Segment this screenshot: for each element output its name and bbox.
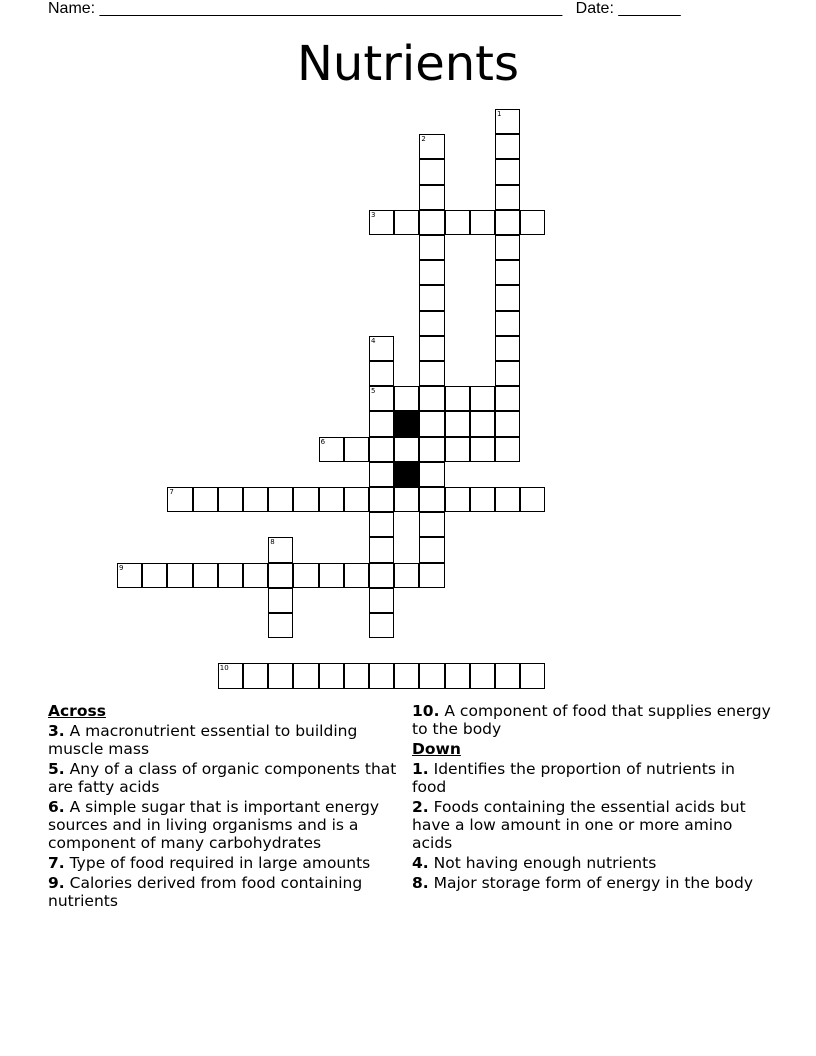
page-title: Nutrients <box>297 36 519 92</box>
grid-cell[interactable] <box>520 663 545 688</box>
grid-cell[interactable] <box>419 462 444 487</box>
grid-cell[interactable] <box>293 487 318 512</box>
grid-cell[interactable] <box>193 563 218 588</box>
grid-cell[interactable] <box>419 437 444 462</box>
grid-cell[interactable] <box>394 437 419 462</box>
clue-number: 2 <box>421 135 426 144</box>
grid-cell[interactable] <box>470 210 495 235</box>
grid-cell[interactable] <box>419 210 444 235</box>
grid-cell[interactable] <box>369 361 394 386</box>
clue-down-8: 8. Major storage form of energy in the body <box>412 874 754 892</box>
grid-cell[interactable] <box>369 411 394 436</box>
grid-cell[interactable] <box>344 487 369 512</box>
grid-cell[interactable] <box>369 336 394 361</box>
grid-cell[interactable] <box>243 663 268 688</box>
down-heading: Down <box>412 740 461 758</box>
grid-cell[interactable] <box>369 386 394 411</box>
grid-cell[interactable] <box>419 311 444 336</box>
grid-cell[interactable] <box>319 487 344 512</box>
name-label: Name: <box>48 0 96 17</box>
grid-cell[interactable] <box>369 588 394 613</box>
grid-cell[interactable] <box>419 411 444 436</box>
grid-cell[interactable] <box>520 487 545 512</box>
grid-cell[interactable] <box>445 663 470 688</box>
clue-number: 6 <box>320 437 326 446</box>
grid-cell[interactable] <box>218 663 243 688</box>
clue-across-10: 10. A component of food that supplies energy to the body <box>412 702 771 738</box>
grid-cell[interactable] <box>369 663 394 688</box>
grid-cell[interactable] <box>495 311 520 336</box>
grid-cell[interactable] <box>419 260 444 285</box>
grid-cell[interactable] <box>369 512 394 537</box>
grid-cell[interactable] <box>319 437 344 462</box>
grid-cell[interactable] <box>293 663 318 688</box>
clue-across-5: 5. Any of a class of organic components that are fatty acids <box>48 760 397 796</box>
grid-cell[interactable] <box>268 613 293 638</box>
grid-cell[interactable] <box>319 663 344 688</box>
clue-down-2: 2. Foods containing the essential acids but have a low amount in one or more amino acids <box>412 798 746 852</box>
grid-cell[interactable] <box>268 663 293 688</box>
grid-cell[interactable] <box>495 361 520 386</box>
grid-cell[interactable] <box>419 361 444 386</box>
grid-cell[interactable] <box>369 462 394 487</box>
grid-cell[interactable] <box>369 487 394 512</box>
black-cell <box>394 462 419 487</box>
grid-cell[interactable] <box>495 109 520 134</box>
grid-cell[interactable] <box>243 563 268 588</box>
clue-number: 5 <box>371 387 376 396</box>
clue-down-4: 4. Not having enough nutrients <box>412 854 657 872</box>
grid-cell[interactable] <box>419 537 444 562</box>
grid-cell[interactable] <box>495 487 520 512</box>
grid-cell[interactable] <box>243 487 268 512</box>
name-blank[interactable]: ____________________________________________________ <box>99 0 563 17</box>
grid-cell[interactable] <box>495 411 520 436</box>
clue-number: 9 <box>119 563 124 572</box>
clue-across-6: 6. A simple sugar that is important energy sources and in living organisms and is a component of many carbohydrates <box>48 798 380 852</box>
grid-cell[interactable] <box>167 563 192 588</box>
grid-cell[interactable] <box>369 437 394 462</box>
grid-cell[interactable] <box>470 437 495 462</box>
grid-cell[interactable] <box>495 437 520 462</box>
clue-number: 10 <box>219 664 229 673</box>
across-heading: Across <box>48 702 106 720</box>
grid-cell[interactable] <box>495 285 520 310</box>
grid-cell[interactable] <box>419 386 444 411</box>
clue-across-7: 7. Type of food required in large amounts <box>48 854 371 872</box>
grid-cell[interactable] <box>344 663 369 688</box>
grid-cell[interactable] <box>445 437 470 462</box>
grid-cell[interactable] <box>419 663 444 688</box>
grid-cell[interactable] <box>445 210 470 235</box>
grid-cell[interactable] <box>293 563 318 588</box>
grid-cell[interactable] <box>394 487 419 512</box>
clue-across-3: 3. A macronutrient essential to building muscle mass <box>48 722 358 758</box>
grid-cell[interactable] <box>419 235 444 260</box>
grid-cell[interactable] <box>419 134 444 159</box>
grid-cell[interactable] <box>470 487 495 512</box>
grid-cell[interactable] <box>419 512 444 537</box>
grid-cell[interactable] <box>344 437 369 462</box>
grid-cell[interactable] <box>419 563 444 588</box>
clue-across-9: 9. Calories derived from food containing nutrients <box>48 874 363 910</box>
grid-cell[interactable] <box>268 588 293 613</box>
grid-cell[interactable] <box>419 185 444 210</box>
grid-cell[interactable] <box>394 663 419 688</box>
grid-cell[interactable] <box>394 386 419 411</box>
grid-cell[interactable] <box>369 613 394 638</box>
grid-cell[interactable] <box>419 159 444 184</box>
grid-cell[interactable] <box>319 563 344 588</box>
clue-number: 4 <box>371 336 376 345</box>
grid-cell[interactable] <box>344 563 369 588</box>
grid-cell[interactable] <box>495 260 520 285</box>
grid-cell[interactable] <box>369 537 394 562</box>
clue-number: 7 <box>169 488 174 496</box>
grid-cell[interactable] <box>218 487 243 512</box>
clue-number: 8 <box>270 538 275 547</box>
clue-number: 3 <box>371 210 376 219</box>
grid-cell[interactable] <box>495 386 520 411</box>
black-cell <box>394 411 419 436</box>
grid-cell[interactable] <box>167 487 192 512</box>
clues-left-column <box>48 702 408 912</box>
grid-cell[interactable] <box>193 487 218 512</box>
grid-cell[interactable] <box>142 563 167 588</box>
grid-cell[interactable] <box>218 563 243 588</box>
grid-cell[interactable] <box>419 487 444 512</box>
grid-cell[interactable] <box>495 210 520 235</box>
grid-cell[interactable] <box>495 134 520 159</box>
grid-cell[interactable] <box>445 386 470 411</box>
grid-cell[interactable] <box>495 663 520 688</box>
grid-cell[interactable] <box>445 487 470 512</box>
grid-cell[interactable] <box>419 336 444 361</box>
date-label: Date: <box>575 0 614 17</box>
grid-cell[interactable] <box>268 537 293 562</box>
grid-cell[interactable] <box>394 563 419 588</box>
date-blank[interactable]: _______ <box>618 0 681 17</box>
grid-cell[interactable] <box>268 487 293 512</box>
grid-cell[interactable] <box>470 663 495 688</box>
grid-cell[interactable] <box>369 210 394 235</box>
clue-down-1: 1. Identifies the proportion of nutrients in food <box>412 760 735 796</box>
grid-cell[interactable] <box>394 210 419 235</box>
grid-cell[interactable] <box>495 159 520 184</box>
grid-cell[interactable] <box>268 563 293 588</box>
grid-cell[interactable] <box>117 563 142 588</box>
grid-cell[interactable] <box>470 411 495 436</box>
grid-cell[interactable] <box>369 563 394 588</box>
clue-number: 1 <box>497 110 502 118</box>
grid-cell[interactable] <box>520 210 545 235</box>
grid-cell[interactable] <box>495 235 520 260</box>
grid-cell[interactable] <box>470 386 495 411</box>
grid-cell[interactable] <box>495 185 520 210</box>
clues-right-column <box>412 702 772 894</box>
grid-cell[interactable] <box>419 285 444 310</box>
grid-cell[interactable] <box>445 411 470 436</box>
grid-cell[interactable] <box>495 336 520 361</box>
